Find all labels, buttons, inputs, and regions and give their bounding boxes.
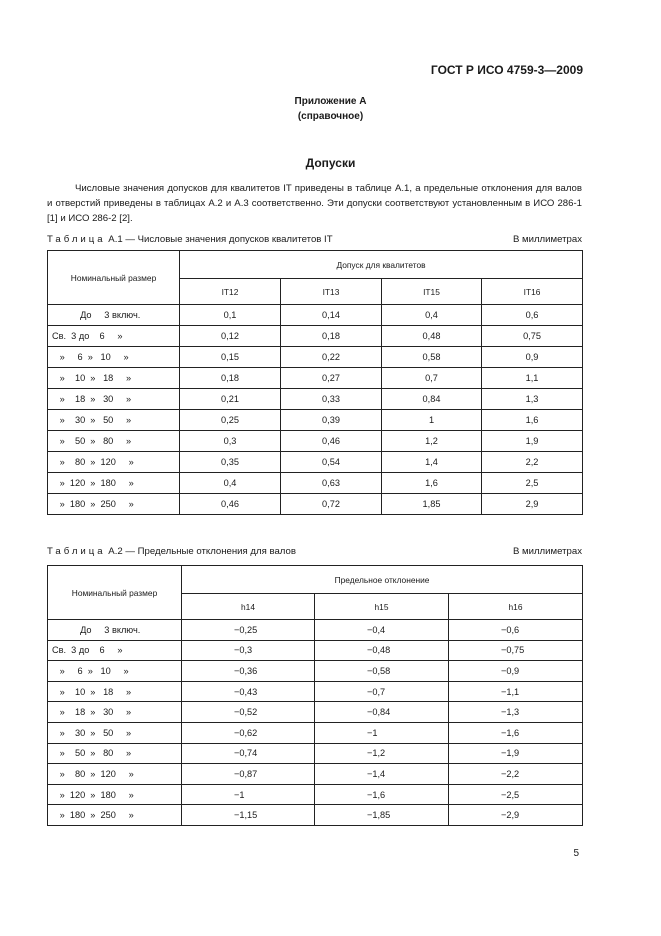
table2-group-header: Предельное отклонение — [182, 566, 583, 594]
size-cell: » 18 » 30 » — [48, 389, 180, 410]
value-cell: 0,46 — [180, 494, 281, 515]
value-cell: 0,22 — [281, 347, 382, 368]
value-cell: 0,48 — [382, 326, 482, 347]
value-cell: 0,46 — [281, 431, 382, 452]
table1-column-header: IT12 — [180, 279, 281, 305]
value-cell: 0,58 — [382, 347, 482, 368]
value-cell: −1,1 — [449, 681, 583, 702]
value-cell: 2,2 — [482, 452, 583, 473]
size-cell: » 18 » 30 » — [48, 702, 182, 723]
table-row — [48, 661, 583, 682]
table1-caption-text — [47, 234, 333, 245]
table-row — [48, 473, 583, 494]
table1-column-header: IT16 — [482, 279, 583, 305]
page-number: 5 — [573, 848, 579, 859]
size-cell: » 120 » 180 » — [48, 473, 180, 494]
value-cell: −0,6 — [449, 620, 583, 641]
value-cell: −0,74 — [182, 743, 315, 764]
value-cell: −1 — [182, 784, 315, 805]
value-cell: 1,6 — [382, 473, 482, 494]
table2-column-header: h16 — [449, 594, 583, 620]
value-cell: 0,3 — [180, 431, 281, 452]
size-cell: » 6 » 10 » — [48, 661, 182, 682]
table-row — [48, 305, 583, 326]
value-cell: −0,75 — [449, 640, 583, 661]
value-cell: 0,39 — [281, 410, 382, 431]
size-cell: До 3 включ. — [48, 305, 180, 326]
table-row — [48, 326, 583, 347]
value-cell: 1,9 — [482, 431, 583, 452]
table1-column-header: IT13 — [281, 279, 382, 305]
annex-title: Приложение А — [294, 96, 367, 107]
value-cell: 0,1 — [180, 305, 281, 326]
value-cell: 0,84 — [382, 389, 482, 410]
table-row — [48, 640, 583, 661]
value-cell: 0,4 — [382, 305, 482, 326]
value-cell: −1,9 — [449, 743, 583, 764]
table2-column-header: h15 — [315, 594, 449, 620]
value-cell: −1,6 — [315, 784, 449, 805]
size-cell: Св. 3 до 6 » — [48, 326, 180, 347]
value-cell: −0,7 — [315, 681, 449, 702]
table1-group-header: Допуск для квалитетов — [180, 251, 583, 279]
value-cell: 0,63 — [281, 473, 382, 494]
table-row — [48, 389, 583, 410]
value-cell: 2,5 — [482, 473, 583, 494]
table2-caption-text — [47, 546, 296, 557]
size-cell: » 180 » 250 » — [48, 805, 182, 826]
table-row — [48, 452, 583, 473]
value-cell: 1,1 — [482, 368, 583, 389]
size-cell: » 80 » 120 » — [48, 452, 180, 473]
table2-column-header: h14 — [182, 594, 315, 620]
value-cell: 1,3 — [482, 389, 583, 410]
section-heading: Допуски — [305, 156, 356, 170]
table2-caption-word: Таблица — [47, 546, 106, 557]
value-cell: 0,72 — [281, 494, 382, 515]
value-cell: −1,85 — [315, 805, 449, 826]
value-cell: −2,9 — [449, 805, 583, 826]
value-cell: 0,35 — [180, 452, 281, 473]
value-cell: 0,18 — [180, 368, 281, 389]
value-cell: 0,33 — [281, 389, 382, 410]
table-row — [48, 410, 583, 431]
value-cell: 0,4 — [180, 473, 281, 494]
value-cell: 1,6 — [482, 410, 583, 431]
size-cell: » 50 » 80 » — [48, 431, 180, 452]
table-row — [48, 494, 583, 515]
size-cell: » 80 » 120 » — [48, 764, 182, 785]
table1-row-header: Номинальный размер — [48, 251, 180, 305]
value-cell: 0,21 — [180, 389, 281, 410]
value-cell: −0,58 — [315, 661, 449, 682]
value-cell: −0,84 — [315, 702, 449, 723]
value-cell: 0,75 — [482, 326, 583, 347]
value-cell: 2,9 — [482, 494, 583, 515]
value-cell: 0,6 — [482, 305, 583, 326]
value-cell: 0,15 — [180, 347, 281, 368]
value-cell: −0,3 — [182, 640, 315, 661]
table1 — [47, 250, 583, 515]
table-row — [48, 805, 583, 826]
table-row — [48, 431, 583, 452]
value-cell: −1,4 — [315, 764, 449, 785]
size-cell: » 6 » 10 » — [48, 347, 180, 368]
size-cell: » 50 » 80 » — [48, 743, 182, 764]
value-cell: 1 — [382, 410, 482, 431]
intro-text: Числовые значения допусков для квалитетов IT приведены в таблице А.1, а предельные отклонения для валов и отверстий приведены в таблицах А.2 и А.3 соответственно. Эти допуски соответствуют установленным в ИСО 286-1 [1] и ИСО 286-2 [2]. — [47, 183, 582, 224]
value-cell: 0,25 — [180, 410, 281, 431]
size-cell: » 10 » 18 » — [48, 681, 182, 702]
table1-column-header: IT15 — [382, 279, 482, 305]
size-cell: » 10 » 18 » — [48, 368, 180, 389]
value-cell: −0,87 — [182, 764, 315, 785]
table2-row-header: Номинальный размер — [48, 566, 182, 620]
table1-units: В миллиметрах — [512, 234, 582, 245]
table-row — [48, 784, 583, 805]
value-cell: −0,9 — [449, 661, 583, 682]
value-cell: 0,54 — [281, 452, 382, 473]
table-row — [48, 702, 583, 723]
value-cell: −0,52 — [182, 702, 315, 723]
value-cell: −0,62 — [182, 722, 315, 743]
table1-body — [48, 305, 583, 515]
table2-caption-rest: А.2 — Предельные отклонения для валов — [108, 546, 296, 557]
table1-caption-word: Таблица — [47, 234, 106, 245]
table-row — [48, 681, 583, 702]
value-cell: −0,4 — [315, 620, 449, 641]
size-cell: Св. 3 до 6 » — [48, 640, 182, 661]
size-cell: » 30 » 50 » — [48, 410, 180, 431]
table-row — [48, 722, 583, 743]
value-cell: −1,2 — [315, 743, 449, 764]
value-cell: −0,48 — [315, 640, 449, 661]
value-cell: 0,18 — [281, 326, 382, 347]
value-cell: −0,43 — [182, 681, 315, 702]
value-cell: 0,12 — [180, 326, 281, 347]
size-cell: До 3 включ. — [48, 620, 182, 641]
value-cell: 0,7 — [382, 368, 482, 389]
table-row — [48, 743, 583, 764]
intro-paragraph — [47, 181, 582, 226]
value-cell: 1,4 — [382, 452, 482, 473]
table-row — [48, 764, 583, 785]
size-cell: » 120 » 180 » — [48, 784, 182, 805]
value-cell: 0,27 — [281, 368, 382, 389]
value-cell: 0,14 — [281, 305, 382, 326]
value-cell: −2,5 — [449, 784, 583, 805]
value-cell: −0,25 — [182, 620, 315, 641]
value-cell: −1,6 — [449, 722, 583, 743]
table-row — [48, 368, 583, 389]
value-cell: −1,15 — [182, 805, 315, 826]
value-cell: −0,36 — [182, 661, 315, 682]
annex-subtitle: (справочное) — [297, 111, 364, 122]
table2 — [47, 565, 583, 826]
value-cell: −1 — [315, 722, 449, 743]
table1-caption-rest: А.1 — Числовые значения допусков квалитетов IT — [108, 234, 333, 245]
size-cell: » 30 » 50 » — [48, 722, 182, 743]
table-row — [48, 620, 583, 641]
value-cell: −1,3 — [449, 702, 583, 723]
table2-body — [48, 620, 583, 826]
annex-block — [0, 94, 661, 124]
value-cell: −2,2 — [449, 764, 583, 785]
value-cell: 1,2 — [382, 431, 482, 452]
table2-units: В миллиметрах — [512, 546, 582, 557]
value-cell: 0,9 — [482, 347, 583, 368]
value-cell: 1,85 — [382, 494, 482, 515]
table-row — [48, 347, 583, 368]
table1-caption — [47, 234, 582, 245]
document-code: ГОСТ Р ИСО 4759-3—2009 — [430, 63, 583, 77]
table2-caption — [47, 546, 582, 557]
size-cell: » 180 » 250 » — [48, 494, 180, 515]
